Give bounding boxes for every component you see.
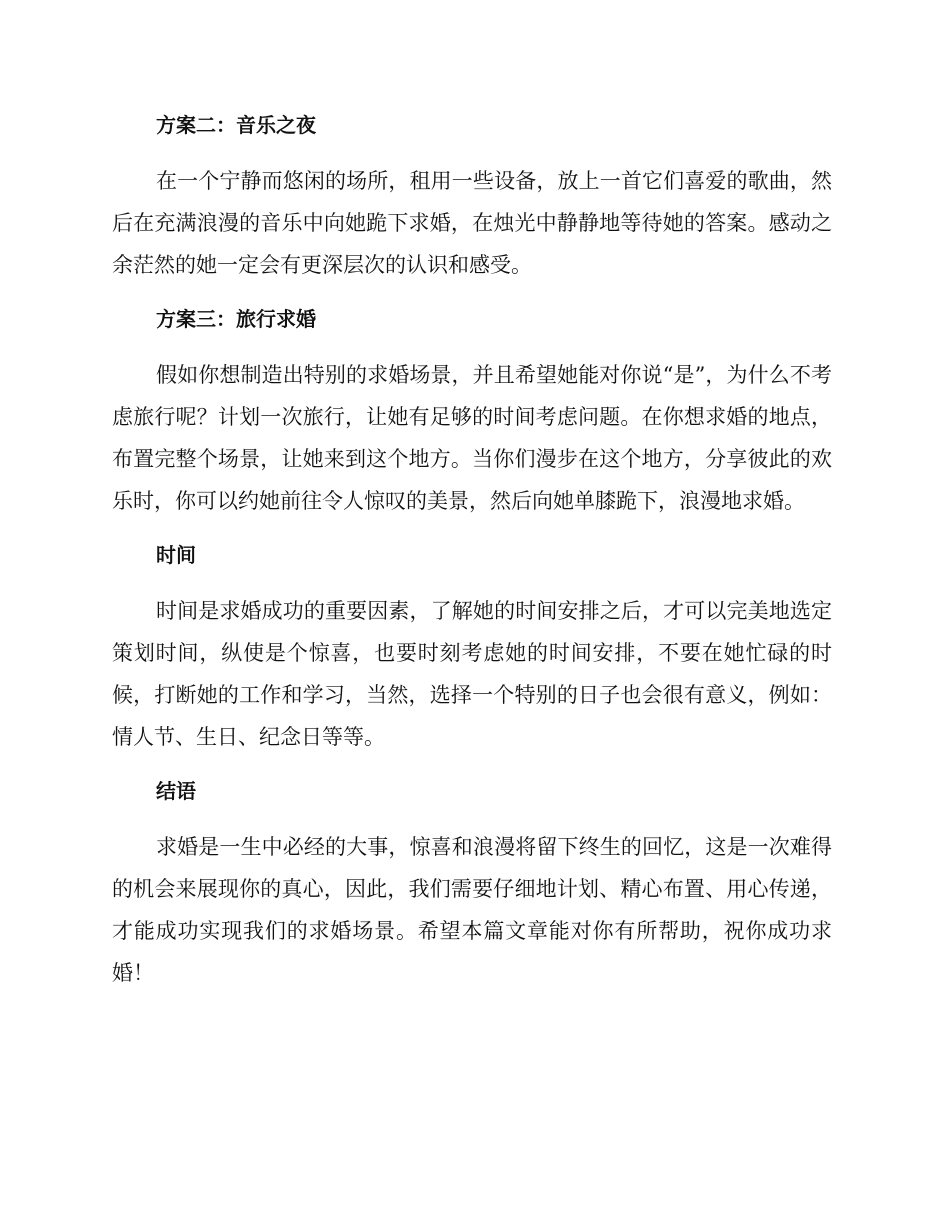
section-heading: 方案二：音乐之夜 (156, 113, 316, 137)
section-paragraph: 求婚是一生中必经的大事，惊喜和浪漫将留下终生的回忆，这是一次难得的机会来展现你的真心，因此，我们需要仔细地计划、精心布置、用心传递，才能成功实现我们的求婚场景。希望本篇文章能对你有所帮助，祝你成功求婚！ (112, 835, 832, 985)
section-heading: 时间 (156, 543, 196, 567)
section-conclusion (112, 774, 832, 994)
section-paragraph: 在一个宁静而悠闲的场所，租用一些设备，放上一首它们喜爱的歌曲，然后在充满浪漫的音乐中向她跪下求婚，在烛光中静静地等待她的答案。感动之余茫然的她一定会有更深层次的认识和感受。 (112, 169, 832, 277)
section-heading: 方案三：旅行求婚 (156, 307, 316, 331)
section-music-night (112, 108, 832, 286)
section-paragraph: 假如你想制造出特别的求婚场景，并且希望她能对你说“是”，为什么不考虑旅行呢？计划一次旅行，让她有足够的时间考虑问题。在你想求婚的地点，布置完整个场景，让她来到这个地方。当你们漫步在这个地方，分享彼此的欢乐时，你可以约她前往令人惊叹的美景，然后向她单膝跪下，浪漫地求婚。 (112, 363, 832, 513)
section-paragraph: 时间是求婚成功的重要因素，了解她的时间安排之后，才可以完美地选定策划时间，纵使是个惊喜，也要时刻考虑她的时间安排，不要在她忙碌的时候，打断她的工作和学习，当然，选择一个特别的日子也会很有意义，例如：情人节、生日、纪念日等等。 (112, 599, 832, 749)
section-travel-proposal (112, 302, 832, 522)
section-heading: 结语 (156, 779, 196, 803)
section-timing (112, 538, 832, 758)
